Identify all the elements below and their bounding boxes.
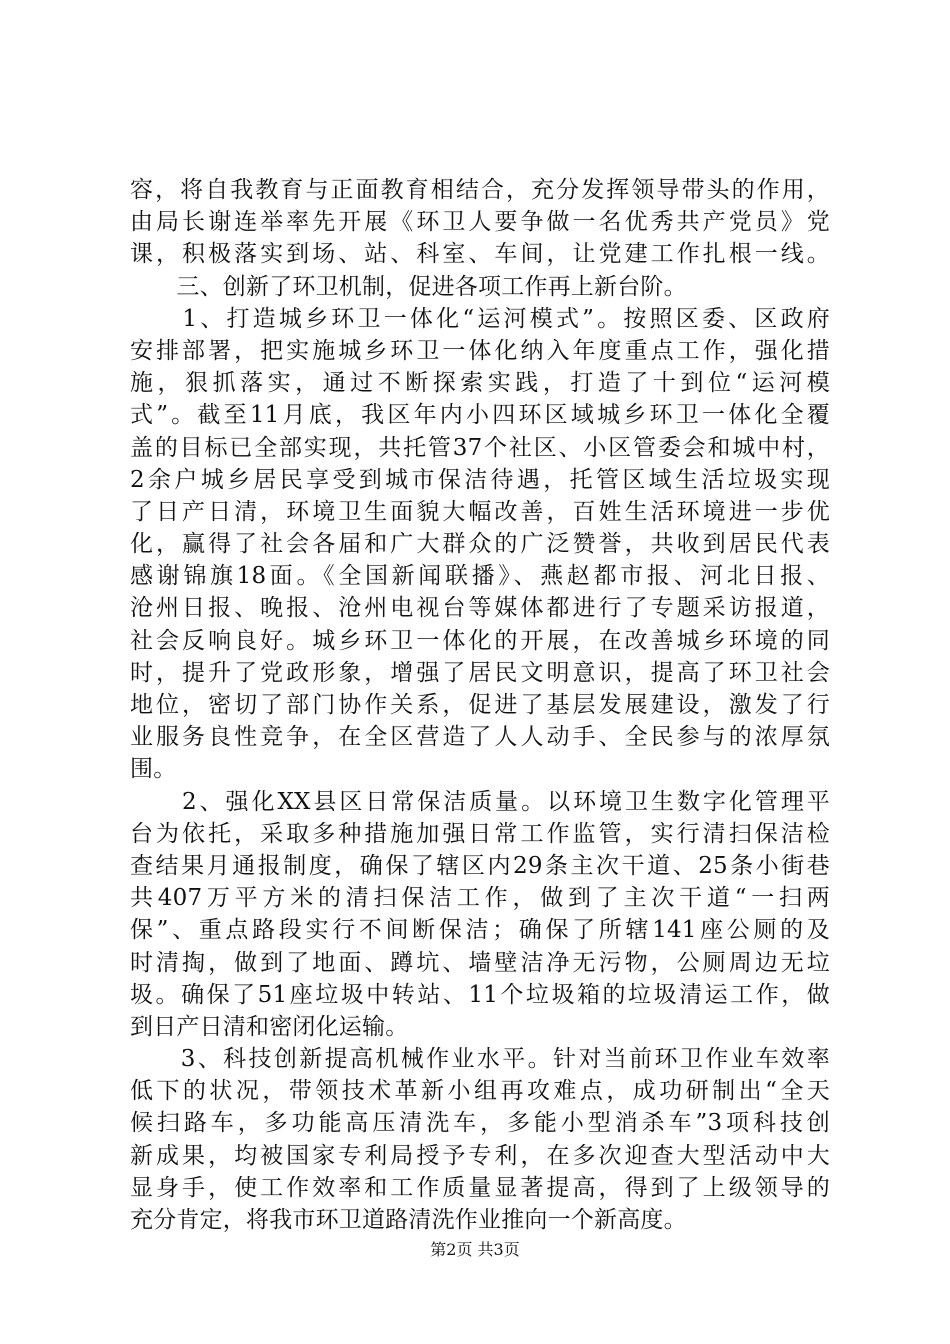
text-line: 候扫路车，多功能高压清洗车，多能小型消杀车”3项科技创 [130, 1110, 830, 1137]
text-line: 查结果月通报制度，确保了辖区内29条主次干道、25条小街巷 [130, 852, 830, 879]
text-line: 社会反响良好。城乡环卫一体化的开展，在改善城乡环境的同 [130, 627, 830, 654]
text-line: 由局长谢连举率先开展《环卫人要争做一名优秀共产党员》党 [130, 209, 830, 236]
text-line: 地位，密切了部门协作关系，促进了基层发展建设，激发了行 [130, 692, 830, 718]
text-line: 盖的目标已全部实现，共托管37个社区、小区管委会和城中村， [130, 434, 830, 461]
text-line: 台为依托，采取多种措施加强日常工作监管，实行清扫保洁检 [130, 820, 830, 847]
text-line: 时，提升了党政形象，增强了居民文明意识，提高了环卫社会 [130, 659, 830, 686]
text-line: 新成果，均被国家专利局授予专利，在多次迎查大型活动中大 [130, 1142, 830, 1169]
text-line: 保”、重点路段实行不间断保洁；确保了所辖141座公厕的及 [130, 917, 830, 944]
text-line: 课，积极落实到场、站、科室、车间，让党建工作扎根一线。 [130, 241, 830, 268]
text-line: 1、打造城乡环卫一体化“运河模式”。按照区委、区政府 [130, 305, 830, 332]
text-line: 沧州日报、晚报、沧州电视台等媒体都进行了专题采访报道， [130, 595, 830, 622]
text-line: 时清掏，做到了地面、蹲坑、墙壁洁净无污物，公厕周边无垃 [130, 949, 830, 976]
text-line: 安排部署，把实施城乡环卫一体化纳入年度重点工作，强化措 [130, 337, 830, 364]
page-number: 第2页 共3页 [430, 1240, 520, 1259]
text-line: 共407万平方米的清扫保洁工作，做到了主次干道“一扫两 [130, 885, 830, 912]
text-line: 2、强化XX县区日常保洁质量。以环境卫生数字化管理平 [130, 788, 830, 815]
text-line: 了日产日清，环境卫生面貌大幅改善，百姓生活环境进一步优 [130, 498, 830, 525]
text-line: 式”。截至11月底，我区年内小四环区域城乡环卫一体化全覆 [130, 402, 830, 429]
text-line: 到日产日清和密闭化运输。 [130, 1013, 409, 1040]
document-body [130, 174, 830, 1236]
text-line: 低下的状况，带领技术革新小组再攻难点，成功研制出“全天 [130, 1078, 830, 1105]
text-line: 圾。确保了51座垃圾中转站、11个垃圾箱的垃圾清运工作，做 [130, 981, 830, 1008]
text-line: 显身手，使工作效率和工作质量显著提高，得到了上级领导的 [130, 1174, 830, 1201]
text-line: 业服务良性竞争，在全区营造了人人动手、全民参与的浓厚氛 [130, 724, 830, 751]
text-line: 容，将自我教育与正面教育相结合，充分发挥领导带头的作用， [130, 177, 830, 203]
section-heading: 三、创新了环卫机制，促进各项工作再上新台阶。 [130, 273, 687, 300]
text-line: 施，狠抓落实，通过不断探索实践，打造了十到位“运河模 [130, 370, 830, 397]
text-line: 2余户城乡居民享受到城市保洁待遇，托管区域生活垃圾实现 [130, 466, 830, 493]
text-line: 充分肯定，将我市环卫道路清洗作业推向一个新高度。 [130, 1207, 687, 1233]
text-line: 化，赢得了社会各届和广大群众的广泛赞誉，共收到居民代表 [130, 531, 830, 558]
text-line: 围。 [130, 756, 177, 783]
text-line: 感谢锦旗18面。《全国新闻联播》、燕赵都市报、河北日报、 [130, 563, 830, 590]
text-line: 3、科技创新提高机械作业水平。针对当前环卫作业车效率 [130, 1046, 830, 1073]
